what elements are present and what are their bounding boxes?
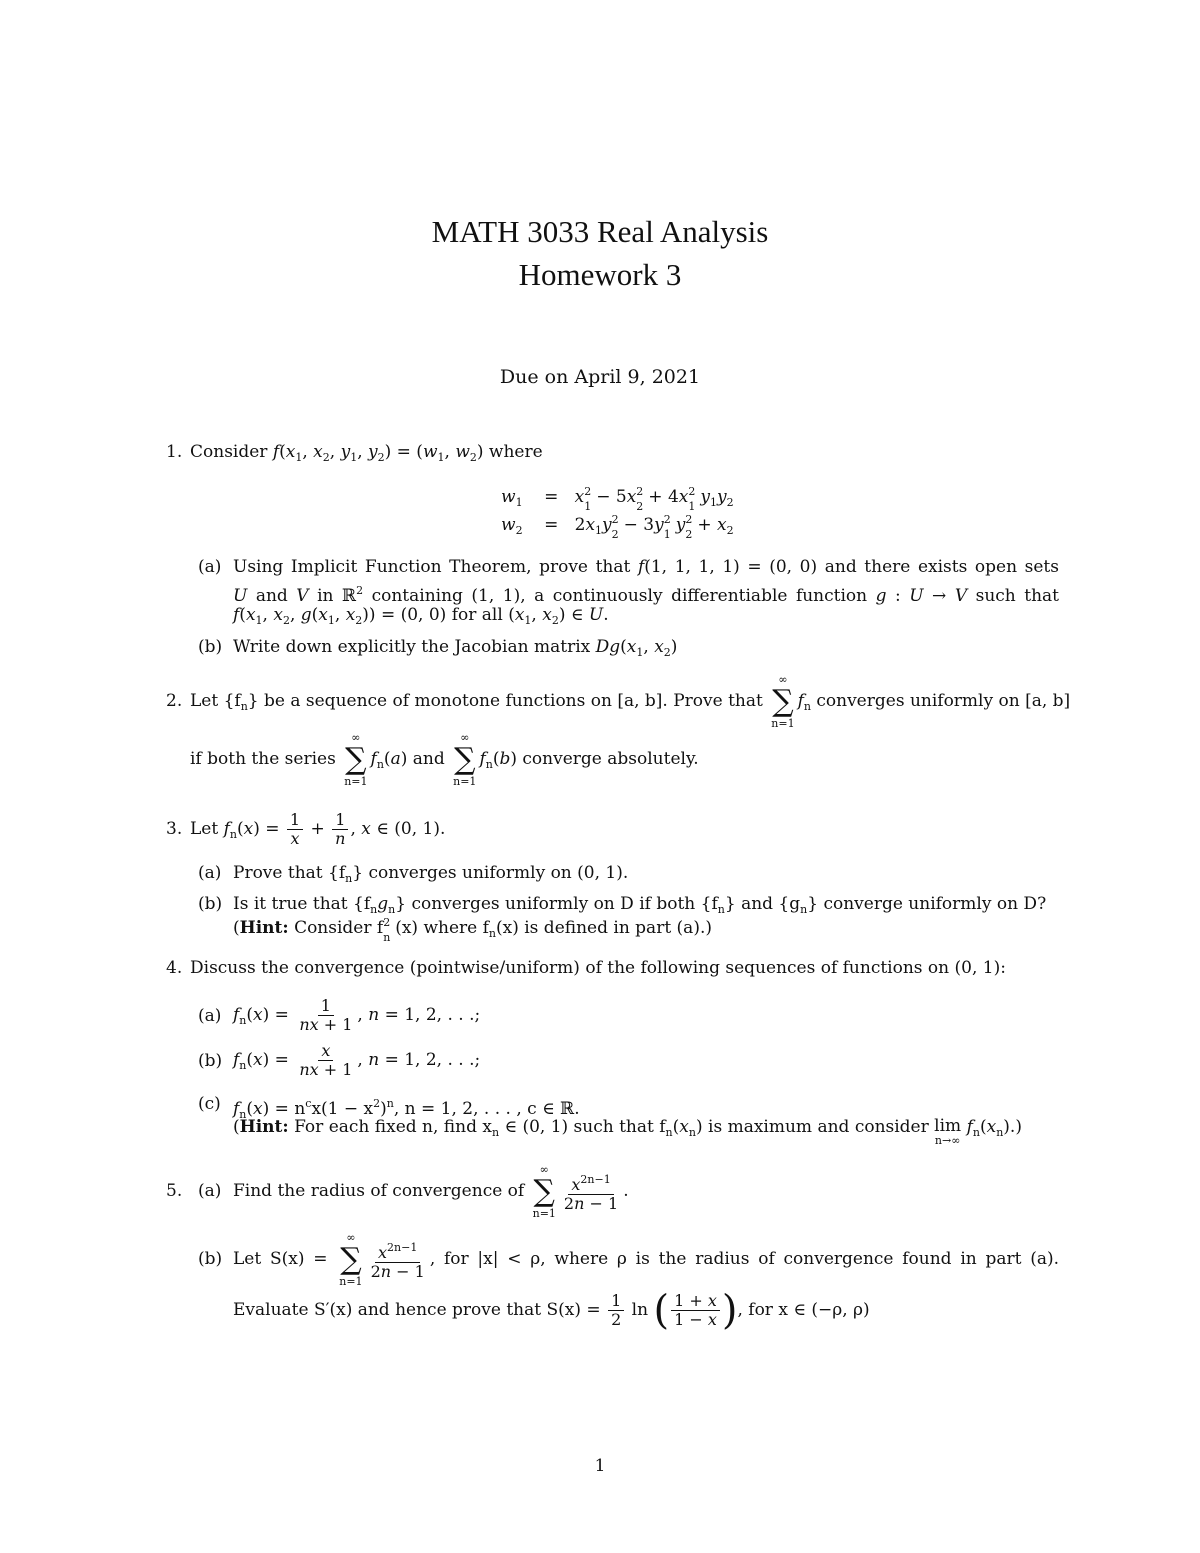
problem-1a-line1: Using Implicit Function Theorem, prove that f(1, 1, 1, 1) = (0, 0) and there exists open sets — [233, 557, 1059, 577]
due-date: Due on April 9, 2021 — [499, 366, 701, 388]
assignment-title: Homework 3 — [518, 257, 682, 292]
page-number: 1 — [594, 1456, 606, 1476]
problem-2-number: 2. — [166, 691, 183, 711]
problem-5a-text: Find the radius of convergence of ∞ ∑ n=1 $\frac{x^{2n-1}}{2n - 1}$ . — [233, 1162, 629, 1220]
equation-w2: $w_2$ = $2x_1y$ 2 2 − 3y 2 1 y 2 2 + $x_2$ — [501, 513, 734, 541]
problem-4a-label: (a) — [198, 1006, 222, 1026]
problem-5b-label: (b) — [198, 1249, 223, 1269]
problem-4c-formula: $f_n(x) = n^cx(1 - x^2)^n$, n = 1, 2, . . . , c ∈ ℝ. — [233, 1097, 580, 1121]
problem-5b-line1: Let S(x) = ∞ ∑ n=1 $\frac{x^{2n-1}}{2n - 1}$ , for |x| < ρ, where ρ is the radius of convergence found in part (a). — [233, 1230, 1060, 1288]
problem-4b-formula: $f_n(x)$ = $\frac{x}{nx + 1}$ , n = 1, 2, . . .; — [233, 1041, 481, 1079]
problem-4-number: 4. — [166, 958, 183, 978]
problem-4c-label: (c) — [198, 1094, 221, 1114]
problem-1-number: 1. — [166, 442, 183, 462]
problem-4b-label: (b) — [198, 1051, 223, 1071]
problem-5a-label: (a) — [198, 1181, 222, 1201]
problem-3b-hint: (Hint: Consider f 2 n (x) where $f_n(x)$ is defined in part (a).) — [233, 916, 712, 944]
sum-symbol: ∞ ∑ n=1 — [339, 1230, 363, 1288]
problem-3-intro: Let $f_n(x)$ = $\frac{1}{x}$ + $\frac{1}{n}$ , x ∈ (0, 1). — [190, 810, 446, 848]
problem-3a-text: Prove that $\{f_n\}$ converges uniformly on (0, 1). — [233, 863, 629, 885]
limit-operator: lim n→∞ — [934, 1116, 962, 1147]
problem-3-number: 3. — [166, 819, 183, 839]
problem-1a-line2: U and V in ℝ$^2$ containing (1, 1), a continuously differentiable function g : U → V such that — [233, 584, 1059, 606]
sum-symbol: ∞ ∑ n=1 — [453, 730, 477, 788]
equation-w1: $w_1$ = x 2 1 − 5x 2 2 + 4x 2 1 $y_1y_2$ — [501, 485, 734, 513]
problem-4-intro: Discuss the convergence (pointwise/uniform) of the following sequences of functions on (0, 1): — [190, 958, 1006, 978]
problem-1-intro: Consider $f(x_1$, $x_2$, $y_1$, $y_2) = (w_1$, $w_2$) where — [190, 442, 543, 464]
problem-5b-line2: Evaluate S′(x) and hence prove that S(x) = $\frac{1}{2}$ ln ( $\frac{1 + x}{1 - x}$ ), for x ∈ (−ρ, ρ) — [233, 1287, 870, 1334]
problem-1a-label: (a) — [198, 557, 222, 577]
problem-4c-hint: (Hint: For each fixed n, find $x_n$ ∈ (0, 1) such that $f_n(x_n)$ is maximum and consider lim n→∞ $f_n(x_n)$.) — [233, 1116, 1022, 1147]
problem-1b-text: Write down explicitly the Jacobian matrix $Dg(x_1$, $x_2$) — [233, 637, 678, 659]
sum-symbol: ∞ ∑ n=1 — [532, 1162, 556, 1220]
problem-3b-text: Is it true that $\{f_ng_n\}$ converges uniformly on D if both $\{f_n\}$ and $\{g_n\}$ converge uniformly on D? — [233, 894, 1047, 916]
course-title: MATH 3033 Real Analysis — [431, 214, 769, 249]
problem-2-line1: Let $\{f_n\}$ be a sequence of monotone functions on [a, b]. Prove that ∞ ∑ n=1 $f_n$ converges uniformly on [a, b] — [190, 672, 1071, 730]
problem-5-number: 5. — [166, 1181, 183, 1201]
problem-3b-label: (b) — [198, 894, 223, 914]
sum-symbol: ∞ ∑ n=1 — [344, 730, 368, 788]
problem-1b-label: (b) — [198, 637, 223, 657]
problem-4a-formula: $f_n(x)$ = $\frac{1}{nx + 1}$ , n = 1, 2, . . .; — [233, 996, 481, 1034]
problem-2-line2: if both the series ∞ ∑ n=1 $f_n(a)$ and ∞ ∑ n=1 $f_n(b)$ converge absolutely. — [190, 730, 699, 788]
problem-3a-label: (a) — [198, 863, 222, 883]
sum-symbol: ∞ ∑ n=1 — [771, 672, 795, 730]
problem-1a-line3: $f(x_1$, $x_2$, $g(x_1$, $x_2)) = (0$, 0) for all ($x_1$, $x_2$) ∈ U. — [233, 605, 609, 627]
